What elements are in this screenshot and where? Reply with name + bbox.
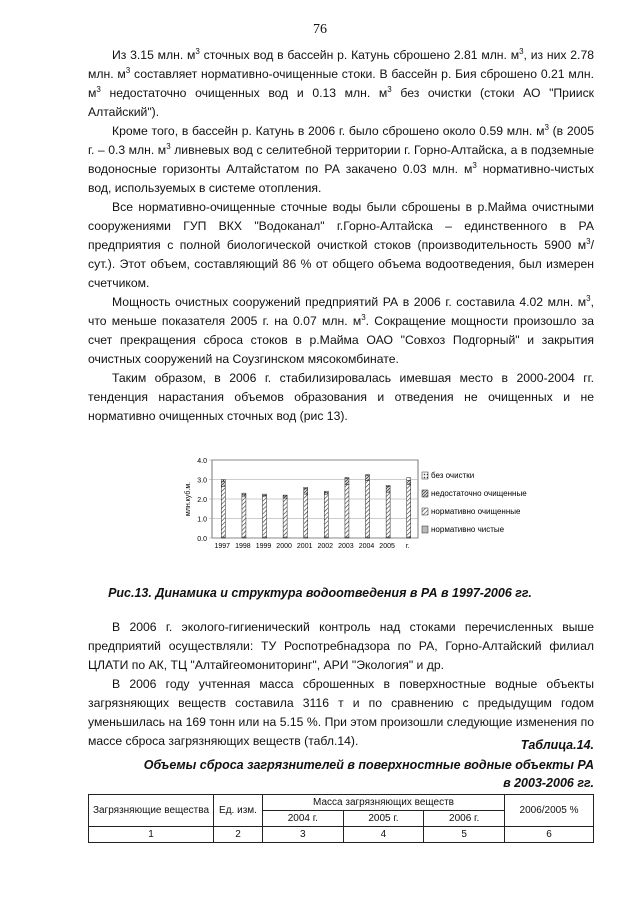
bar-segment (283, 498, 287, 537)
paragraph-7: В 2006 году учтенная масса сброшенных в поверхностные водные объекты загрязняющих веществ составила 3116 т и по сравнению с предыдущим годом уменьшилась на 169 тонн или на 5.15 %. При этом произошли следующие изменения по массе сброса загрязняющих веществ (табл.14). (88, 677, 594, 748)
legend-label: недостаточно очищенные (431, 489, 527, 498)
legend-swatch (422, 508, 428, 515)
table-header-row (89, 795, 594, 811)
table-number-row (89, 827, 594, 843)
legend-label: нормативно очищенные (431, 507, 521, 516)
x-tick-label: г. (405, 543, 410, 550)
column-number: 5 (424, 827, 505, 843)
bar-segment (263, 494, 267, 495)
header-pollutants: Загрязняющие вещества (89, 795, 214, 827)
bar-segment (386, 485, 390, 486)
bar-segment (407, 484, 411, 537)
bar-segment (407, 478, 411, 481)
bar-segment (304, 488, 308, 494)
chart-figure-13 (180, 452, 560, 562)
y-tick-label: 2.0 (197, 497, 207, 504)
x-tick-label: 2003 (338, 543, 354, 550)
paragraph-3: Все нормативно-очищенные сточные воды были сброшены в р.Майма очистными сооружениями ГУП ВКХ "Водоканал" г.Горно-Алтайска – единственного в РА предприятия с полной биологической очисткой стоков (производительность 5900 $м^3/сут$.). Этот объем, составляющий 86 % от общего объема водоотведения, был измерен счетчиком. (88, 200, 594, 290)
paragraph-6: В 2006 г. эколого-гигиенический контроль над стоками перечисленных выше предприятий осуществляли: ТУ Роспотребнадзора по РА, Горно-Алтайский филиал ЦЛАТИ по АК, ТЦ "Алтайгеомониторинг", АРИ "Экология" и др. (88, 620, 594, 672)
pollutants-table (88, 794, 594, 843)
bar-segment (242, 494, 246, 496)
bar-segment (283, 496, 287, 498)
column-number: 1 (89, 827, 214, 843)
header-year: 2006 г. (424, 811, 505, 827)
legend-label: нормативно чистые (431, 525, 505, 534)
paragraph-5: Таким образом, в 2006 г. стабилизировалась имевшая место в 2000-2004 гг. тенденция нарастания объемов образования и отведения не очищенных и не нормативно очищенных сточных вод (рис 13). (88, 371, 594, 423)
y-tick-label: 0.0 (197, 536, 207, 543)
y-axis-label: млн.куб.м. (185, 481, 192, 517)
bar-segment (263, 496, 267, 537)
paragraph-4: Мощность очистных сооружений предприятий РА в 2006 г. составила 4.02 млн. $м^3$, что меньше показателя 2005 г. на 0.07 млн. $м^3$. Сокращение мощности произошло за счет прекращения сброса стоков в р.Майма ОАО "Совхоз Подгорный" и закрытия очистных сооружений на Соузгинском мясокомбинате. (88, 293, 594, 366)
figure-caption: Рис.13. Динамика и структура водоотведения в РА в 1997-2006 гг. (108, 586, 532, 600)
bar-segment (366, 476, 370, 481)
table-label: Таблица.14. (520, 738, 594, 752)
bar-segment (345, 479, 349, 485)
x-tick-label: 1997 (214, 543, 231, 550)
body-text-top (88, 46, 594, 426)
legend-swatch (422, 490, 428, 497)
bar-segment (242, 496, 246, 537)
bar-segment (242, 493, 246, 494)
x-tick-label: 1999 (255, 543, 272, 550)
bar-segment (304, 487, 308, 488)
column-number: 3 (263, 827, 344, 843)
column-number: 4 (343, 827, 424, 843)
y-tick-label: 3.0 (197, 477, 207, 485)
header-year: 2004 г. (263, 811, 344, 827)
bar-segment (221, 486, 225, 537)
bar-segment (366, 480, 370, 537)
header-year: 2005 г. (343, 811, 424, 827)
bar-segment (324, 494, 328, 537)
bar-segment (221, 480, 225, 482)
column-number: 6 (505, 827, 594, 843)
bar-segment (345, 478, 349, 479)
body-text-bottom (88, 618, 594, 751)
paragraph-2: Кроме того, в бассейн р. Катунь в 2006 г. было сброшено около 0.59 млн. $м^3$ (в 2005 г. – 0.3 млн. $м^3$ ливневых вод с селитебной территории г. Горно-Алтайска, а в подземные водоносные горизонты Алтайстатом по РА закачено 0.03 млн. $м^3$ нормативно-чистых вод, используемых в системе отопления. (88, 122, 594, 195)
bar-segment (283, 495, 287, 496)
bar-segment (366, 475, 370, 476)
x-tick-label: 2004 (358, 543, 375, 550)
bar-segment (221, 481, 225, 486)
bar-segment (386, 486, 390, 492)
table-title-line-2: в 2003-2006 гг. (503, 776, 594, 790)
table-title (120, 756, 594, 792)
page-number: 76 (313, 22, 327, 37)
column-number: 2 (214, 827, 263, 843)
bar-segment (407, 480, 411, 484)
legend-swatch (422, 526, 428, 533)
legend-swatch (422, 472, 428, 479)
bar-segment (324, 492, 328, 494)
bar-segment (345, 484, 349, 537)
paragraph-1: Из 3.15 млн. $м^3$ сточных вод в бассейн р. Катунь сброшено 2.81 млн. $м^3$, из них 2.78 млн. $м^3$ составляет нормативно-очищенные стоки. В бассейн р. Бия сброшено 0.21 млн. $м^3$ недостаточно очищенных вод и 0.13 млн. $м^3$ без очистки (стоки АО "Прииск Алтайский"). (88, 46, 594, 119)
x-tick-label: 2001 (296, 543, 313, 550)
bar-segment (324, 491, 328, 492)
x-tick-label: 1998 (235, 543, 251, 550)
legend-label: без очистки (431, 471, 475, 480)
y-tick-label: 4.0 (197, 458, 207, 465)
bar-segment (386, 492, 390, 537)
chart-svg (180, 452, 560, 562)
header-mass: Масса загрязняющих веществ (263, 795, 505, 811)
header-ratio: 2006/2005 % (505, 795, 594, 827)
header-unit: Ед. изм. (214, 795, 263, 827)
table-title-line-1: Объемы сброса загрязнителей в поверхностные водные объекты РА (143, 758, 594, 772)
x-tick-label: 2000 (276, 543, 292, 550)
x-tick-label: 2005 (379, 543, 395, 550)
x-tick-label: 2002 (317, 543, 334, 550)
y-tick-label: 1.0 (197, 516, 207, 524)
bar-segment (304, 494, 308, 537)
